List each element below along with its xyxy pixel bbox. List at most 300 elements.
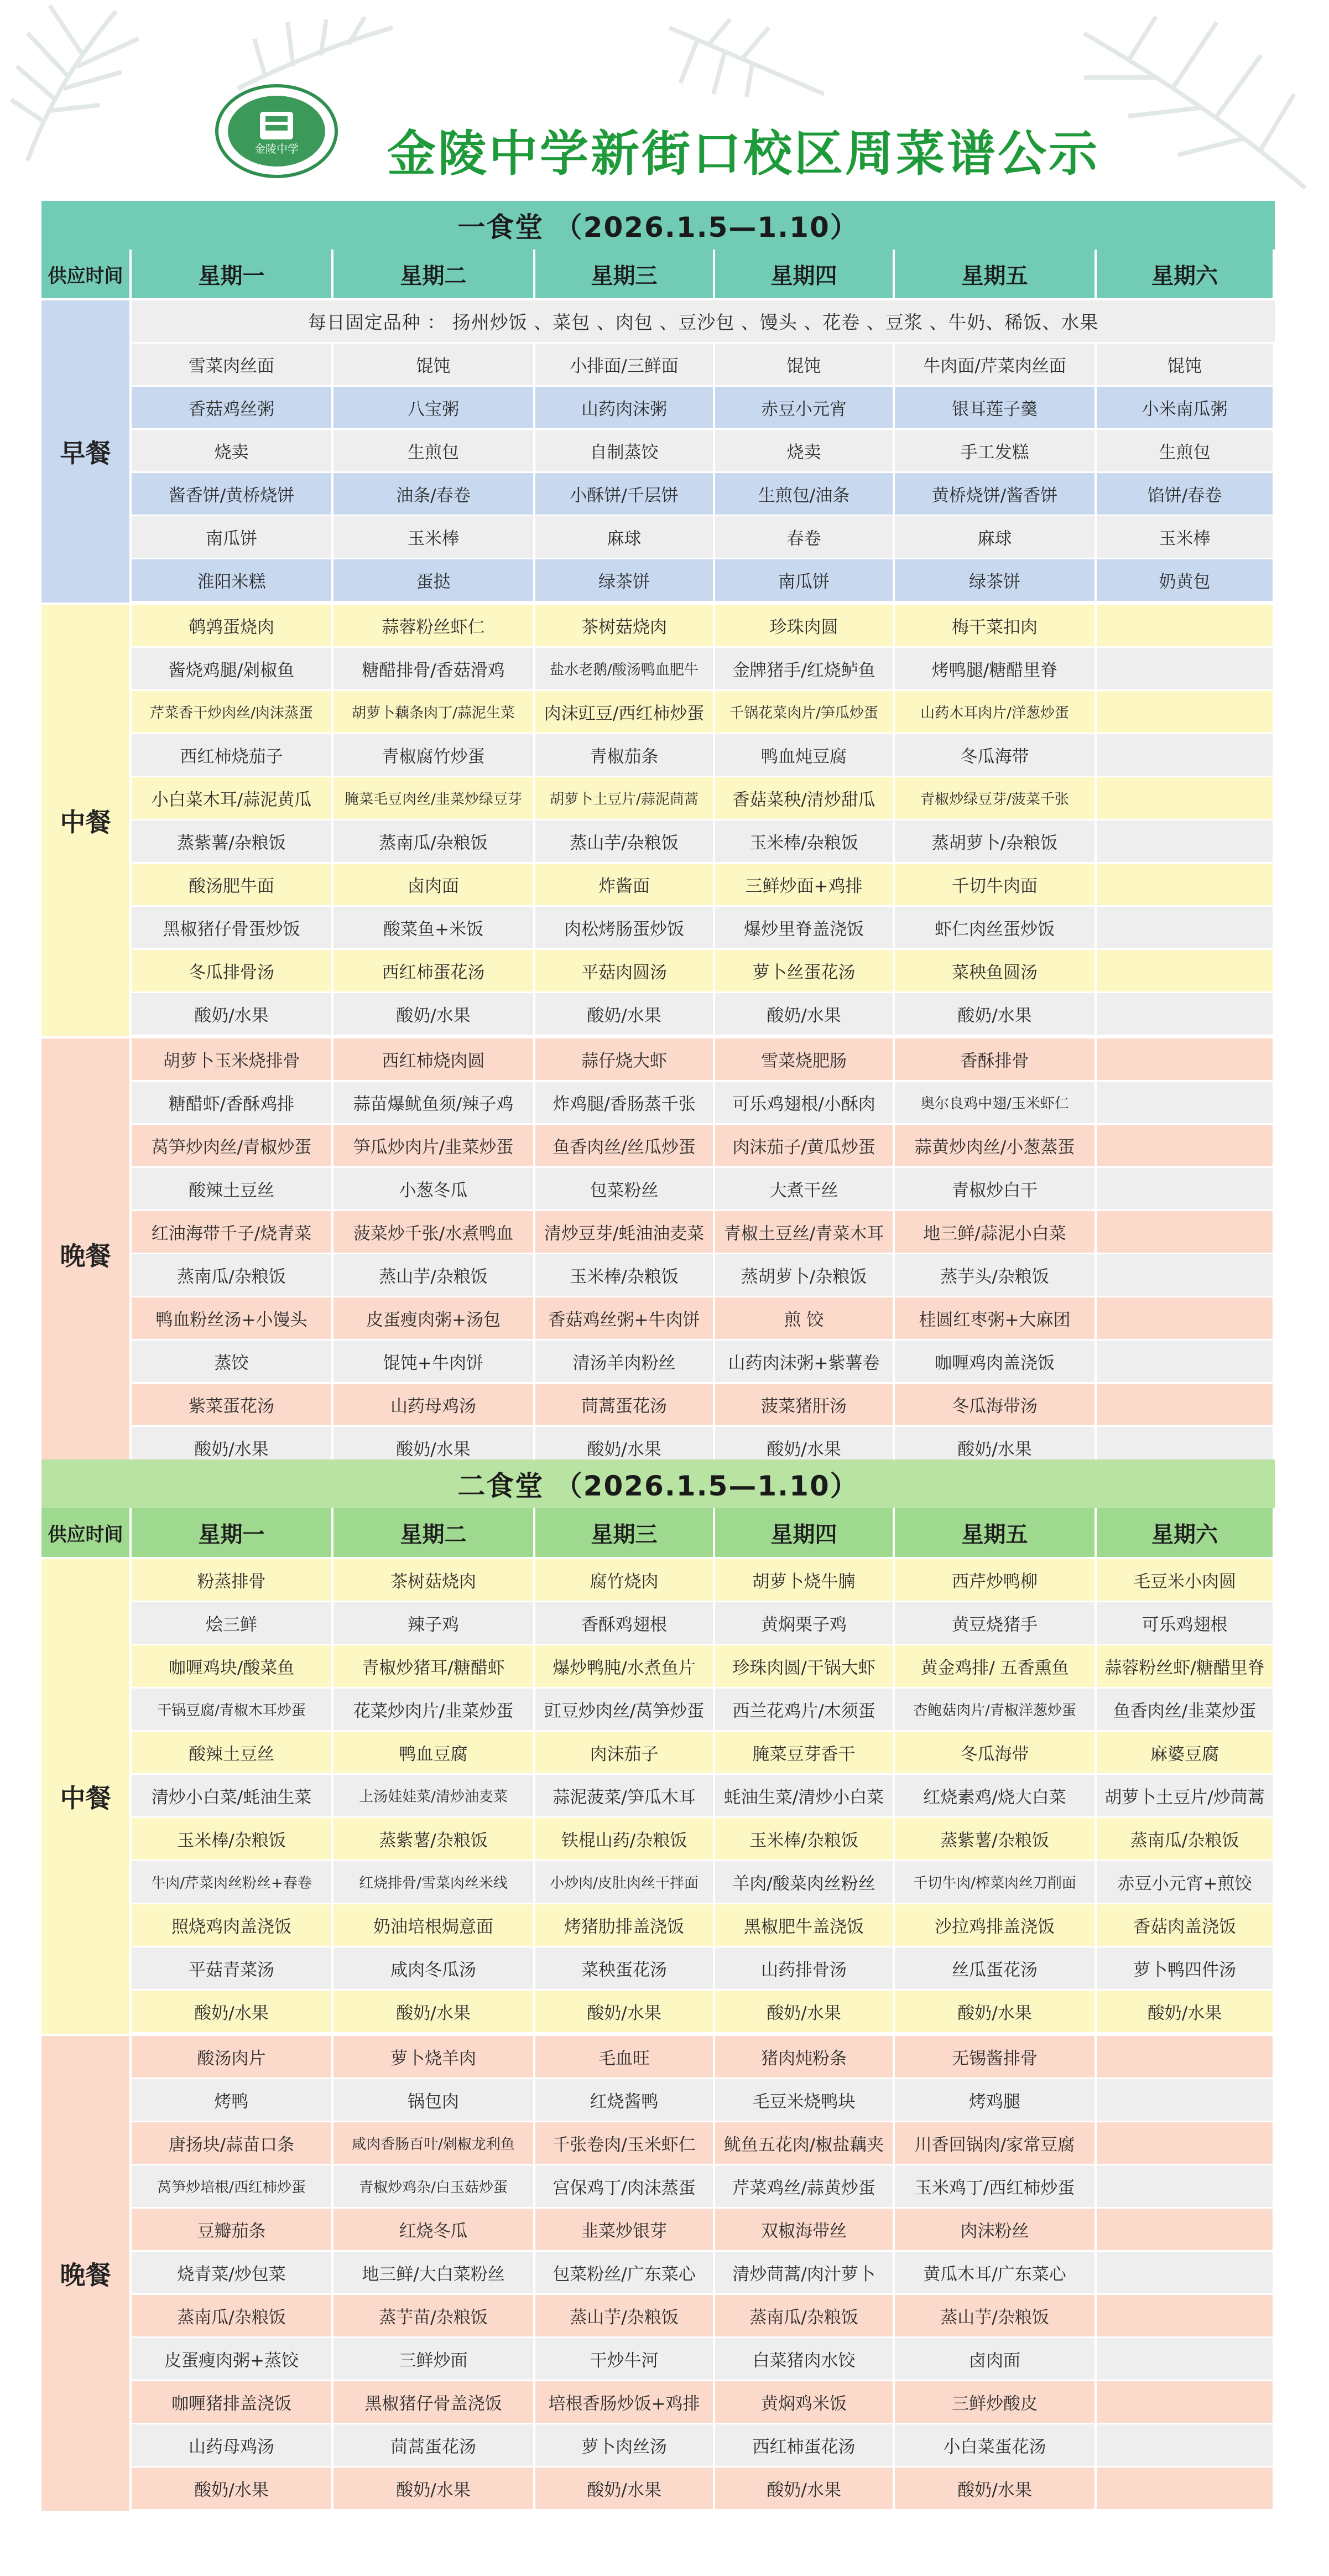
- menu-cell: [1097, 1168, 1275, 1209]
- table-row: [132, 1861, 1275, 1904]
- menu-cell: 萝卜肉丝汤: [535, 2424, 715, 2466]
- menu-cell: 地三鲜/蒜泥小白菜: [895, 1211, 1097, 1253]
- table-row: [132, 1645, 1275, 1689]
- weekday-header: 星期四: [715, 1508, 895, 1557]
- menu-cell: 珍珠肉圆: [715, 605, 895, 646]
- menu-cell: 蒸南瓜/杂粮饭: [132, 1254, 333, 1296]
- menu-cell: 蒸山芋/杂粮饭: [535, 2295, 715, 2336]
- menu-cell: 芹菜鸡丝/蒜黄炒蛋: [715, 2165, 895, 2207]
- menu-cell: 千切牛肉面: [895, 864, 1097, 905]
- menu-cell: 毛豆米烧鸭块: [715, 2079, 895, 2121]
- menu-cell: 千张卷肉/玉米虾仁: [535, 2122, 715, 2164]
- table-row: [132, 1991, 1275, 2034]
- menu-cell: 平菇青菜汤: [132, 1947, 333, 1989]
- menu-cell: 黑椒猪仔骨盖浇饭: [333, 2381, 535, 2423]
- menu-cell: 黄桥烧饼/酱香饼: [895, 473, 1097, 515]
- menu-cell: 咖喱鸡肉盖浇饭: [895, 1341, 1097, 1382]
- menu-cell: 鸭血豆腐: [333, 1732, 535, 1773]
- menu-cell: 咸肉香肠百叶/剁椒龙利鱼: [333, 2122, 535, 2164]
- menu-cell: 酸奶/水果: [715, 1427, 895, 1468]
- menu-cell: 冬瓜海带: [895, 1732, 1097, 1773]
- menu-cell: 奥尔良鸡中翅/玉米虾仁: [895, 1082, 1097, 1123]
- menu-cell: 红油海带千子/烧青菜: [132, 1211, 333, 1253]
- table-row: [132, 1125, 1275, 1168]
- menu-cell: 蒸饺: [132, 1341, 333, 1382]
- menu-cell: 豆瓣茄条: [132, 2209, 333, 2250]
- menu-cell: 杏鲍菇肉片/青椒洋葱炒蛋: [895, 1689, 1097, 1730]
- menu-cell: 小酥饼/千层饼: [535, 473, 715, 515]
- menu-cell: 鱼香肉丝/韭菜炒蛋: [1097, 1689, 1275, 1730]
- menu-cell: 包菜粉丝/广东菜心: [535, 2252, 715, 2293]
- menu-cell: 玉米棒/杂粮饭: [715, 820, 895, 862]
- menu-cell: [1097, 691, 1275, 733]
- menu-cell: [1097, 2468, 1275, 2509]
- menu-cell: 菜秧鱼圆汤: [895, 950, 1097, 991]
- palm-leaf-decoration-icon: [664, 17, 830, 100]
- menu-cell: 蒸芋头/杂粮饭: [895, 1254, 1097, 1296]
- meal-label: 晚餐: [41, 2036, 132, 2511]
- menu-cell: 茶树菇烧肉: [333, 1559, 535, 1601]
- meal-label: 晚餐: [41, 1038, 132, 1470]
- table-row: [132, 430, 1275, 473]
- menu-cell: 酸汤肉片: [132, 2036, 333, 2078]
- menu-cell: 馄饨+牛肉饼: [333, 1341, 535, 1382]
- menu-cell: 蒸胡萝卜/杂粮饭: [895, 820, 1097, 862]
- menu-cell: 香酥排骨: [895, 1038, 1097, 1080]
- menu-cell: 酸奶/水果: [715, 993, 895, 1035]
- meal-block: [41, 603, 1275, 1036]
- menu-cell: 淮阳米糕: [132, 559, 333, 601]
- menu-cell: 酸奶/水果: [715, 2468, 895, 2509]
- menu-cell: 三鲜炒酸皮: [895, 2381, 1097, 2423]
- menu-cell: 青椒土豆丝/青菜木耳: [715, 1211, 895, 1253]
- menu-cell: 手工发糕: [895, 430, 1097, 471]
- menu-cell: 毛豆米小肉圆: [1097, 1559, 1275, 1601]
- menu-cell: 红烧素鸡/烧大白菜: [895, 1775, 1097, 1816]
- weekday-header: 星期六: [1097, 1508, 1275, 1557]
- table-row: [132, 2468, 1275, 2511]
- menu-cell: 酸奶/水果: [333, 1991, 535, 2032]
- menu-cell: 西红柿蛋花汤: [715, 2424, 895, 2466]
- menu-cell: 红烧冬瓜: [333, 2209, 535, 2250]
- menu-cell: 炸酱面: [535, 864, 715, 905]
- menu-cell: 小排面/三鲜面: [535, 344, 715, 385]
- menu-cell: 雪菜烧肥肠: [715, 1038, 895, 1080]
- weekday-header: 星期二: [333, 250, 535, 298]
- weekday-header: 星期二: [333, 1508, 535, 1557]
- menu-cell: 地三鲜/大白菜粉丝: [333, 2252, 535, 2293]
- menu-cell: 酸奶/水果: [333, 1427, 535, 1468]
- menu-cell: 奶黄包: [1097, 559, 1275, 601]
- table-row: [132, 691, 1275, 734]
- weekday-header: 星期五: [895, 1508, 1097, 1557]
- menu-cell: [1097, 734, 1275, 776]
- menu-cell: [1097, 648, 1275, 689]
- menu-cell: 粉蒸排骨: [132, 1559, 333, 1601]
- menu-cell: [1097, 2381, 1275, 2423]
- menu-cell: 金牌猪手/红烧鲈鱼: [715, 648, 895, 689]
- menu-cell: 香菇菜秧/清炒甜瓜: [715, 777, 895, 819]
- table-row: [132, 864, 1275, 907]
- meal-rows: [132, 1038, 1275, 1470]
- menu-cell: 川香回锅肉/家常豆腐: [895, 2122, 1097, 2164]
- menu-cell: 绿茶饼: [895, 559, 1097, 601]
- menu-cell: 清汤羊肉粉丝: [535, 1341, 715, 1382]
- menu-cell: 鱿鱼五花肉/椒盐藕夹: [715, 2122, 895, 2164]
- menu-cell: 酸奶/水果: [535, 1991, 715, 2032]
- menu-cell: 酸奶/水果: [132, 2468, 333, 2509]
- meal-block: [41, 1036, 1275, 1470]
- table-row: [132, 1211, 1275, 1254]
- menu-cell: 黄焖栗子鸡: [715, 1602, 895, 1644]
- menu-cell: 青椒炒鸡杂/白玉菇炒蛋: [333, 2165, 535, 2207]
- menu-cell: 腌菜毛豆肉丝/韭菜炒绿豆芽: [333, 777, 535, 819]
- menu-cell: 酸奶/水果: [333, 2468, 535, 2509]
- school-seal-icon: [213, 83, 340, 180]
- menu-cell: 红烧酱鸭: [535, 2079, 715, 2121]
- menu-cell: 蒸紫薯/杂粮饭: [333, 1818, 535, 1860]
- menu-cell: 麻球: [895, 516, 1097, 558]
- menu-cell: [1097, 2209, 1275, 2250]
- menu-cell: 清炒豆芽/蚝油油麦菜: [535, 1211, 715, 1253]
- table-row: [132, 1559, 1275, 1602]
- table-row: [132, 1904, 1275, 1947]
- table-row: [132, 1341, 1275, 1384]
- menu-cell: 卤肉面: [333, 864, 535, 905]
- menu-cell: 黑椒猪仔骨蛋炒饭: [132, 907, 333, 948]
- table-row: [132, 1775, 1275, 1818]
- menu-cell: 香菇鸡丝粥+牛肉饼: [535, 1297, 715, 1339]
- table-row: [132, 993, 1275, 1036]
- menu-cell: 煎 饺: [715, 1297, 895, 1339]
- menu-cell: 大煮干丝: [715, 1168, 895, 1209]
- menu-cell: 铁棍山药/杂粮饭: [535, 1818, 715, 1860]
- palm-leaf-decoration-icon: [232, 17, 398, 94]
- menu-cell: [1097, 1082, 1275, 1123]
- menu-cell: 蒜蓉粉丝虾/糖醋里脊: [1097, 1645, 1275, 1687]
- menu-cell: 麻婆豆腐: [1097, 1732, 1275, 1773]
- table-row: [132, 2252, 1275, 2295]
- table-row: [132, 1818, 1275, 1861]
- menu-cell: 莴笋炒肉丝/青椒炒蛋: [132, 1125, 333, 1166]
- menu-cell: 玉米棒/杂粮饭: [715, 1818, 895, 1860]
- menu-cell: 盐水老鹅/酸汤鸭血肥牛: [535, 648, 715, 689]
- menu-cell: 肉沫茄子: [535, 1732, 715, 1773]
- menu-cell: 酱香饼/黄桥烧饼: [132, 473, 333, 515]
- menu-cell: 虾仁肉丝蛋炒饭: [895, 907, 1097, 948]
- menu-cell: [1097, 2079, 1275, 2121]
- menu-cell: [1097, 2338, 1275, 2380]
- menu-cell: 肉沫粉丝: [895, 2209, 1097, 2250]
- menu-cell: 青椒腐竹炒蛋: [333, 734, 535, 776]
- fixed-items-row: [132, 300, 1275, 344]
- menu-cell: [1097, 605, 1275, 646]
- menu-cell: 蒸山芋/杂粮饭: [333, 1254, 535, 1296]
- table-row: [132, 1038, 1275, 1082]
- menu-cell: 馄饨: [333, 344, 535, 385]
- menu-cell: [1097, 950, 1275, 991]
- menu-cell: 卤肉面: [895, 2338, 1097, 2380]
- menu-cell: [1097, 907, 1275, 948]
- menu-cell: 麻球: [535, 516, 715, 558]
- menu-cell: 菠菜猪肝汤: [715, 1384, 895, 1425]
- table-row: [132, 648, 1275, 691]
- table-row: [132, 1732, 1275, 1775]
- menu-cell: 蒸山芋/杂粮饭: [535, 820, 715, 862]
- menu-cell: 蒸山芋/杂粮饭: [895, 2295, 1097, 2336]
- menu-cell: 千锅花菜肉片/笋瓜炒蛋: [715, 691, 895, 733]
- menu-cell: [1097, 777, 1275, 819]
- menu-cell: 烤鸭: [132, 2079, 333, 2121]
- table-row: [132, 2036, 1275, 2079]
- menu-cell: 包菜粉丝: [535, 1168, 715, 1209]
- menu-cell: 红烧排骨/雪菜肉丝米线: [333, 1861, 535, 1903]
- menu-cell: 茶树菇烧肉: [535, 605, 715, 646]
- menu-cell: 糖醋虾/香酥鸡排: [132, 1082, 333, 1123]
- menu-cell: 冬瓜海带: [895, 734, 1097, 776]
- menu-cell: [1097, 2122, 1275, 2164]
- menu-cell: 双椒海带丝: [715, 2209, 895, 2250]
- menu-cell: 山药肉沫粥: [535, 387, 715, 428]
- menu-cell: 腌菜豆芽香干: [715, 1732, 895, 1773]
- menu-cell: 咖喱猪排盖浇饭: [132, 2381, 333, 2423]
- menu-cell: [1097, 1254, 1275, 1296]
- table-row: [132, 1082, 1275, 1125]
- weekday-header: 星期四: [715, 250, 895, 298]
- menu-cell: 蒜黄炒肉丝/小葱蒸蛋: [895, 1125, 1097, 1166]
- menu-cell: 豇豆炒肉丝/莴笋炒蛋: [535, 1689, 715, 1730]
- table-row: [132, 559, 1275, 603]
- menu-cell: 鸭血炖豆腐: [715, 734, 895, 776]
- menu-cell: 笋瓜炒肉片/韭菜炒蛋: [333, 1125, 535, 1166]
- meal-rows: [132, 1559, 1275, 2034]
- meal-block: [41, 2034, 1275, 2511]
- menu-cell: 银耳莲子羹: [895, 387, 1097, 428]
- weekday-header: 星期六: [1097, 250, 1275, 298]
- menu-cell: [1097, 1297, 1275, 1339]
- weekday-header: 星期一: [132, 1508, 333, 1557]
- menu-cell: 无锡酱排骨: [895, 2036, 1097, 2078]
- menu-cell: 青椒炒白干: [895, 1168, 1097, 1209]
- menu-cell: 珍珠肉圆/干锅大虾: [715, 1645, 895, 1687]
- canteen-section: [41, 1460, 1275, 2511]
- weekday-header: 星期一: [132, 250, 333, 298]
- weekday-header-row: [41, 1508, 1275, 1557]
- menu-cell: 绿茶饼: [535, 559, 715, 601]
- menu-cell: 酸奶/水果: [132, 993, 333, 1035]
- menu-cell: 萝卜鸭四件汤: [1097, 1947, 1275, 1989]
- menu-cell: 西芹炒鸭柳: [895, 1559, 1097, 1601]
- menu-cell: 平菇肉圆汤: [535, 950, 715, 991]
- table-row: [132, 516, 1275, 559]
- menu-cell: [1097, 2165, 1275, 2207]
- table-row: [132, 605, 1275, 648]
- menu-cell: 生煎包: [1097, 430, 1275, 471]
- menu-cell: 爆炒鸭肫/水煮鱼片: [535, 1645, 715, 1687]
- menu-cell: 酸菜鱼+米饭: [333, 907, 535, 948]
- menu-cell: 糖醋排骨/香菇滑鸡: [333, 648, 535, 689]
- menu-cell: [1097, 1384, 1275, 1425]
- menu-cell: [1097, 1125, 1275, 1166]
- menu-cell: 青椒炒绿豆芽/菠菜千张: [895, 777, 1097, 819]
- menu-cell: 毛血旺: [535, 2036, 715, 2078]
- menu-cell: 玉米鸡丁/西红柿炒蛋: [895, 2165, 1097, 2207]
- menu-cell: 酸奶/水果: [132, 1991, 333, 2032]
- menu-cell: 小葱冬瓜: [333, 1168, 535, 1209]
- table-row: [132, 2079, 1275, 2122]
- menu-cell: 冬瓜海带汤: [895, 1384, 1097, 1425]
- logo-text: 金陵中学: [254, 142, 299, 155]
- table-row: [132, 2122, 1275, 2165]
- menu-cell: 鹌鹑蛋烧肉: [132, 605, 333, 646]
- menu-cell: 清炒小白菜/蚝油生菜: [132, 1775, 333, 1816]
- menu-cell: 上汤娃娃菜/清炒油麦菜: [333, 1775, 535, 1816]
- weekday-header: 星期三: [535, 1508, 715, 1557]
- menu-cell: 培根香肠炒饭+鸡排: [535, 2381, 715, 2423]
- menu-cell: 蒜泥菠菜/笋瓜木耳: [535, 1775, 715, 1816]
- menu-cell: 羊肉/酸菜肉丝粉丝: [715, 1861, 895, 1903]
- menu-cell: 照烧鸡肉盖浇饭: [132, 1904, 333, 1946]
- meal-label: 中餐: [41, 1559, 132, 2034]
- menu-cell: 清炒茼蒿/肉汁萝卜: [715, 2252, 895, 2293]
- table-row: [132, 734, 1275, 777]
- menu-cell: 三鲜炒面: [333, 2338, 535, 2380]
- fixed-items-text: 每日固定品种 ： 扬州炒饭 、菜包 、肉包 、豆沙包 、馒头 、花卷 、豆浆 、牛奶、稀饭、水果: [308, 311, 1099, 333]
- menu-cell: 黄焖鸡米饭: [715, 2381, 895, 2423]
- menu-cell: 酸辣土豆丝: [132, 1732, 333, 1773]
- menu-cell: 雪菜肉丝面: [132, 344, 333, 385]
- menu-cell: 丝瓜蛋花汤: [895, 1947, 1097, 1989]
- menu-cell: 酸奶/水果: [895, 2468, 1097, 2509]
- menu-cell: 小白菜木耳/蒜泥黄瓜: [132, 777, 333, 819]
- menu-cell: 猪肉炖粉条: [715, 2036, 895, 2078]
- menu-cell: 油条/春卷: [333, 473, 535, 515]
- table-row: [132, 2381, 1275, 2424]
- weekday-header: 星期三: [535, 250, 715, 298]
- menu-cell: 酸辣土豆丝: [132, 1168, 333, 1209]
- menu-cell: 山药木耳肉片/洋葱炒蛋: [895, 691, 1097, 733]
- menu-cell: [1097, 2036, 1275, 2078]
- menu-cell: 锅包肉: [333, 2079, 535, 2121]
- table-row: [132, 344, 1275, 387]
- menu-cell: 可乐鸡翅根: [1097, 1602, 1275, 1644]
- menu-cell: 黄金鸡排/ 五香熏鱼: [895, 1645, 1097, 1687]
- menu-cell: 桂圆红枣粥+大麻团: [895, 1297, 1097, 1339]
- menu-cell: 生煎包/油条: [715, 473, 895, 515]
- menu-cell: 胡萝卜玉米烧排骨: [132, 1038, 333, 1080]
- menu-cell: 牛肉面/芹菜肉丝面: [895, 344, 1097, 385]
- menu-cell: 牛肉/芹菜肉丝粉丝+春卷: [132, 1861, 333, 1903]
- menu-cell: 山药母鸡汤: [333, 1384, 535, 1425]
- menu-cell: 西兰花鸡片/木须蛋: [715, 1689, 895, 1730]
- menu-cell: 萝卜丝蛋花汤: [715, 950, 895, 991]
- table-row: [132, 777, 1275, 820]
- menu-cell: 茼蒿蛋花汤: [333, 2424, 535, 2466]
- menu-cell: 黄豆烧猪手: [895, 1602, 1097, 1644]
- menu-cell: 皮蛋瘦肉粥+蒸饺: [132, 2338, 333, 2380]
- meal-block: [41, 298, 1275, 603]
- menu-cell: 蒸紫薯/杂粮饭: [895, 1818, 1097, 1860]
- table-row: [132, 1297, 1275, 1341]
- menu-cell: 酸奶/水果: [1097, 1991, 1275, 2032]
- meal-label: 中餐: [41, 605, 132, 1036]
- page-header: [0, 0, 1329, 199]
- label-supply-time: 供应时间: [41, 1508, 132, 1557]
- menu-cell: 菠菜炒千张/水煮鸭血: [333, 1211, 535, 1253]
- menu-cell: 蒸南瓜/杂粮饭: [132, 2295, 333, 2336]
- menu-cell: 蒜仔烧大虾: [535, 1038, 715, 1080]
- menu-cell: 酸奶/水果: [132, 1427, 333, 1468]
- menu-cell: 馅饼/春卷: [1097, 473, 1275, 515]
- menu-cell: 咸肉冬瓜汤: [333, 1947, 535, 1989]
- menu-cell: 酸奶/水果: [895, 993, 1097, 1035]
- menu-cell: 烩三鲜: [132, 1602, 333, 1644]
- menu-cell: [1097, 2295, 1275, 2336]
- menu-cell: 西红柿烧茄子: [132, 734, 333, 776]
- menu-cell: 青椒茄条: [535, 734, 715, 776]
- menu-cell: 干炒牛河: [535, 2338, 715, 2380]
- menu-cell: 韭菜炒银芽: [535, 2209, 715, 2250]
- meal-label: 早餐: [41, 300, 132, 603]
- menu-cell: 茼蒿蛋花汤: [535, 1384, 715, 1425]
- menu-cell: [1097, 820, 1275, 862]
- menu-cell: 蒜蓉粉丝虾仁: [333, 605, 535, 646]
- menu-cell: 烧卖: [132, 430, 333, 471]
- menu-cell: 菜秧蛋花汤: [535, 1947, 715, 1989]
- menu-cell: [1097, 1341, 1275, 1382]
- menu-cell: 鱼香肉丝/丝瓜炒蛋: [535, 1125, 715, 1166]
- table-row: [132, 907, 1275, 950]
- menu-cell: 小白菜蛋花汤: [895, 2424, 1097, 2466]
- menu-cell: 玉米棒: [333, 516, 535, 558]
- menu-cell: 馄饨: [715, 344, 895, 385]
- menu-cell: 酸奶/水果: [535, 1427, 715, 1468]
- menu-cell: 玉米棒/杂粮饭: [535, 1254, 715, 1296]
- menu-cell: 香酥鸡翅根: [535, 1602, 715, 1644]
- menu-cell: 酸奶/水果: [895, 1427, 1097, 1468]
- menu-cell: 蒸南瓜/杂粮饭: [1097, 1818, 1275, 1860]
- menu-cell: 紫菜蛋花汤: [132, 1384, 333, 1425]
- menu-cell: 烧卖: [715, 430, 895, 471]
- page-title: 金陵中学新街口校区周菜谱公示: [387, 125, 1100, 182]
- menu-cell: 玉米棒: [1097, 516, 1275, 558]
- menu-cell: 玉米棒/杂粮饭: [132, 1818, 333, 1860]
- menu-cell: 南瓜饼: [132, 516, 333, 558]
- menu-cell: 小米南瓜粥: [1097, 387, 1275, 428]
- menu-cell: 蒜苗爆鱿鱼须/辣子鸡: [333, 1082, 535, 1123]
- menu-cell: [1097, 1038, 1275, 1080]
- menu-cell: 可乐鸡翅根/小酥肉: [715, 1082, 895, 1123]
- menu-cell: 酸汤肥牛面: [132, 864, 333, 905]
- menu-cell: 胡萝卜烧牛腩: [715, 1559, 895, 1601]
- menu-cell: 奶油培根焗意面: [333, 1904, 535, 1946]
- menu-cell: [1097, 1211, 1275, 1253]
- menu-cell: 冬瓜排骨汤: [132, 950, 333, 991]
- meal-rows: [132, 605, 1275, 1036]
- menu-cell: 莴笋炒培根/西红柿炒蛋: [132, 2165, 333, 2207]
- menu-cell: 生煎包: [333, 430, 535, 471]
- menu-cell: 千切牛肉/榨菜肉丝刀削面: [895, 1861, 1097, 1903]
- table-row: [132, 2295, 1275, 2338]
- menu-cell: 小炒肉/皮肚肉丝干拌面: [535, 1861, 715, 1903]
- menu-cell: 梅干菜扣肉: [895, 605, 1097, 646]
- menu-cell: 酸奶/水果: [895, 1991, 1097, 2032]
- menu-cell: [1097, 2252, 1275, 2293]
- table-row: [132, 950, 1275, 993]
- menu-cell: [1097, 2424, 1275, 2466]
- menu-cell: 蒸芋苗/杂粮饭: [333, 2295, 535, 2336]
- menu-cell: 春卷: [715, 516, 895, 558]
